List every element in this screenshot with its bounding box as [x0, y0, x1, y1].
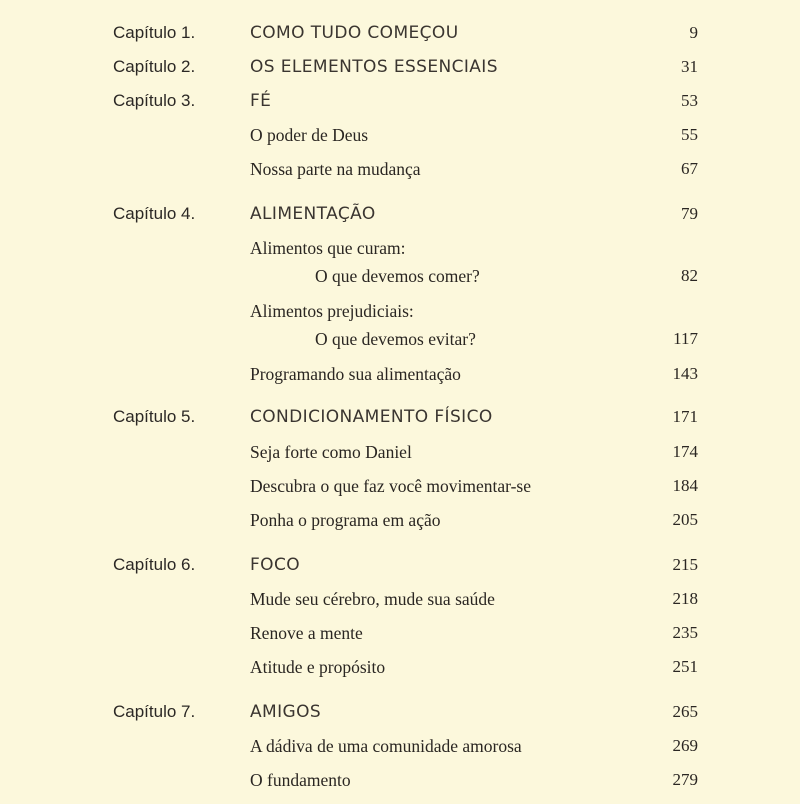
- toc-chapter-row: [0, 555, 800, 589]
- page-number: 235: [672, 623, 698, 642]
- section-title: Alimentos que curam:: [250, 238, 406, 258]
- chapter-title: ALIMENTAÇÃO: [250, 204, 376, 224]
- section-title: Mude seu cérebro, mude sua saúde: [250, 589, 495, 609]
- section-subtitle: O que devemos comer?: [315, 266, 480, 286]
- page-number: 31: [681, 57, 698, 76]
- toc-section-row: [0, 736, 800, 770]
- page-number: 279: [672, 770, 698, 789]
- section-title: A dádiva de uma comunidade amorosa: [250, 736, 522, 756]
- section-title: Atitude e propósito: [250, 657, 386, 677]
- page-number: 143: [672, 364, 698, 383]
- page-number: 67: [681, 159, 698, 178]
- toc-chapter-row: [0, 204, 800, 238]
- section-title: Ponha o programa em ação: [250, 510, 441, 530]
- page-number: 9: [689, 23, 698, 42]
- chapter-title: OS ELEMENTOS ESSENCIAIS: [250, 57, 498, 77]
- chapter-title: FOCO: [250, 555, 301, 575]
- section-title: Seja forte como Daniel: [250, 442, 412, 462]
- toc-chapter-row: [0, 407, 800, 441]
- page-number: 205: [672, 510, 698, 529]
- chapter-label: Capítulo 7.: [113, 702, 196, 721]
- chapter-title: FÉ: [250, 91, 272, 111]
- chapter-label: Capítulo 5.: [113, 407, 196, 426]
- toc-chapter-row: [0, 702, 800, 736]
- toc-section-row: [0, 476, 800, 510]
- page-number: 55: [681, 125, 698, 144]
- toc-section-row: [0, 159, 800, 193]
- section-title: Descubra o que faz você movimentar-se: [250, 476, 531, 496]
- toc-chapter-row: [0, 23, 800, 57]
- toc-section-row: [0, 266, 800, 300]
- section-title: Programando sua alimentação: [250, 364, 461, 384]
- section-subtitle: O que devemos evitar?: [315, 329, 476, 349]
- page-number: 174: [672, 442, 698, 461]
- toc-section-row: [0, 770, 800, 804]
- page-number: 265: [672, 702, 698, 721]
- toc-section-row: [0, 657, 800, 691]
- chapter-label: Capítulo 4.: [113, 204, 196, 223]
- section-title: Renove a mente: [250, 623, 363, 643]
- chapter-label: Capítulo 1.: [113, 23, 196, 42]
- chapter-title: CONDICIONAMENTO FÍSICO: [250, 407, 493, 427]
- section-title: Alimentos prejudiciais:: [250, 301, 414, 321]
- page-number: 251: [672, 657, 698, 676]
- toc-section-row: [0, 364, 800, 398]
- page-number: 79: [681, 204, 698, 223]
- page-number: 82: [681, 266, 698, 285]
- chapter-title: AMIGOS: [250, 702, 322, 722]
- page-number: 171: [672, 407, 698, 426]
- page-number: 53: [681, 91, 698, 110]
- toc-section-row: [0, 623, 800, 657]
- chapter-label: Capítulo 6.: [113, 555, 196, 574]
- toc-section-row: [0, 125, 800, 159]
- chapter-label: Capítulo 2.: [113, 57, 196, 76]
- page-number: 117: [673, 329, 698, 348]
- page-number: 269: [672, 736, 698, 755]
- toc-chapter-row: [0, 91, 800, 125]
- toc-chapter-row: [0, 57, 800, 91]
- toc-section-row: [0, 589, 800, 623]
- page-number: 218: [672, 589, 698, 608]
- section-title: O poder de Deus: [250, 125, 369, 145]
- toc-section-row: [0, 329, 800, 363]
- section-title: Nossa parte na mudança: [250, 159, 421, 179]
- toc-section-row: [0, 510, 800, 544]
- page-number: 184: [672, 476, 698, 495]
- chapter-label: Capítulo 3.: [113, 91, 196, 110]
- section-title: O fundamento: [250, 770, 351, 790]
- page-number: 215: [672, 555, 698, 574]
- toc-section-row: [0, 442, 800, 476]
- chapter-title: COMO TUDO COMEÇOU: [250, 23, 459, 43]
